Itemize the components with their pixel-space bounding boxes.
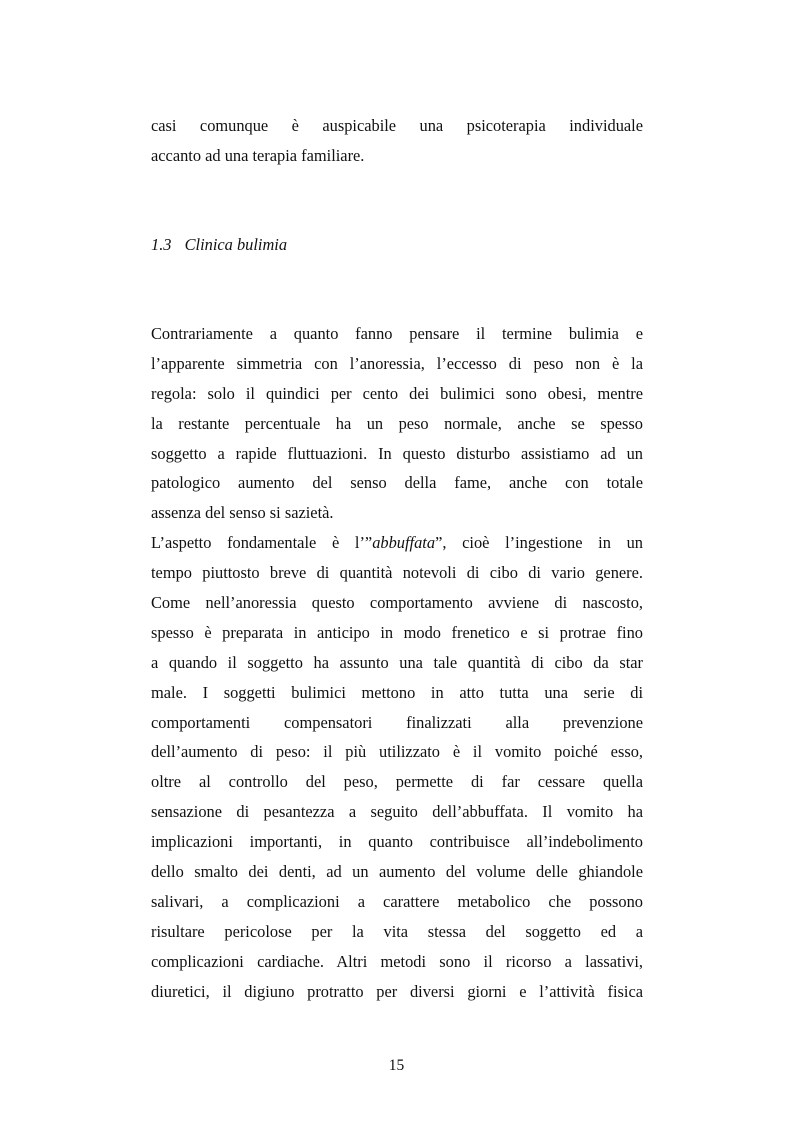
text-line: a quando il soggetto ha assunto una tale quantità di cibo da star bbox=[151, 652, 643, 672]
body-text bbox=[151, 319, 643, 1006]
text-line: assenza del senso si sazietà. bbox=[151, 503, 334, 523]
text-line: oltre al controllo del peso, permette di far cessare quella bbox=[151, 772, 643, 792]
text-line: Come nell’anoressia questo comportamento avviene di nascosto, bbox=[151, 593, 643, 613]
text-line: implicazioni importanti, in quanto contribuisce all’indebolimento bbox=[151, 832, 643, 852]
text-line: Contrariamente a quanto fanno pensare il termine bulimia e bbox=[151, 324, 643, 343]
text-line: complicazioni cardiache. Altri metodi sono il ricorso a lassativi, bbox=[151, 951, 643, 971]
section-title: Clinica bulimia bbox=[184, 235, 288, 254]
text-line: dell’aumento di peso: il più utilizzato è il vomito poiché esso, bbox=[151, 742, 643, 762]
text-line: risultare pericolose per la vita stessa del soggetto ed a bbox=[151, 921, 643, 941]
text-line: casi comunque è auspicabile una psicoterapia individuale bbox=[151, 116, 643, 135]
text-line: accanto ad una terapia familiare. bbox=[151, 145, 365, 165]
intro-paragraph bbox=[151, 111, 643, 171]
text-line: salivari, a complicazioni a carattere metabolico che possono bbox=[151, 891, 643, 911]
text-line: diuretici, il digiuno protratto per diversi giorni e l’attività fisica bbox=[151, 981, 643, 1001]
text-line-with-emphasis bbox=[151, 528, 643, 558]
text-line: regola: solo il quindici per cento dei bulimici sono obesi, mentre bbox=[151, 383, 643, 403]
text-line: sensazione di pesantezza a seguito dell’abbuffata. Il vomito ha bbox=[151, 802, 643, 822]
text-line: spesso è preparata in anticipo in modo frenetico e si protrae fino bbox=[151, 622, 643, 642]
text-line: soggetto a rapide fluttuazioni. In questo disturbo assistiamo ad un bbox=[151, 443, 643, 463]
section-heading bbox=[151, 230, 287, 259]
section-number: 1.3 bbox=[151, 235, 172, 254]
text-line: tempo piuttosto breve di quantità notevoli di cibo di vario genere. bbox=[151, 563, 643, 583]
page-number: 15 bbox=[388, 1057, 405, 1074]
text-line: male. I soggetti bulimici mettono in atto tutta una serie di bbox=[151, 682, 643, 702]
text-segment: L’aspetto fondamentale è l’” bbox=[151, 533, 373, 553]
emphasized-term: abbuffata bbox=[372, 533, 436, 553]
text-line: comportamenti compensatori finalizzati alla prevenzione bbox=[151, 712, 643, 732]
text-line: l’apparente simmetria con l’anoressia, l’eccesso di peso non è la bbox=[151, 353, 643, 373]
text-segment: ”, cioè l’ingestione in un bbox=[435, 533, 643, 553]
text-line: patologico aumento del senso della fame, anche con totale bbox=[151, 473, 643, 493]
text-line: la restante percentuale ha un peso normale, anche se spesso bbox=[151, 413, 643, 433]
text-line: dello smalto dei denti, ad un aumento del volume delle ghiandole bbox=[151, 862, 643, 882]
